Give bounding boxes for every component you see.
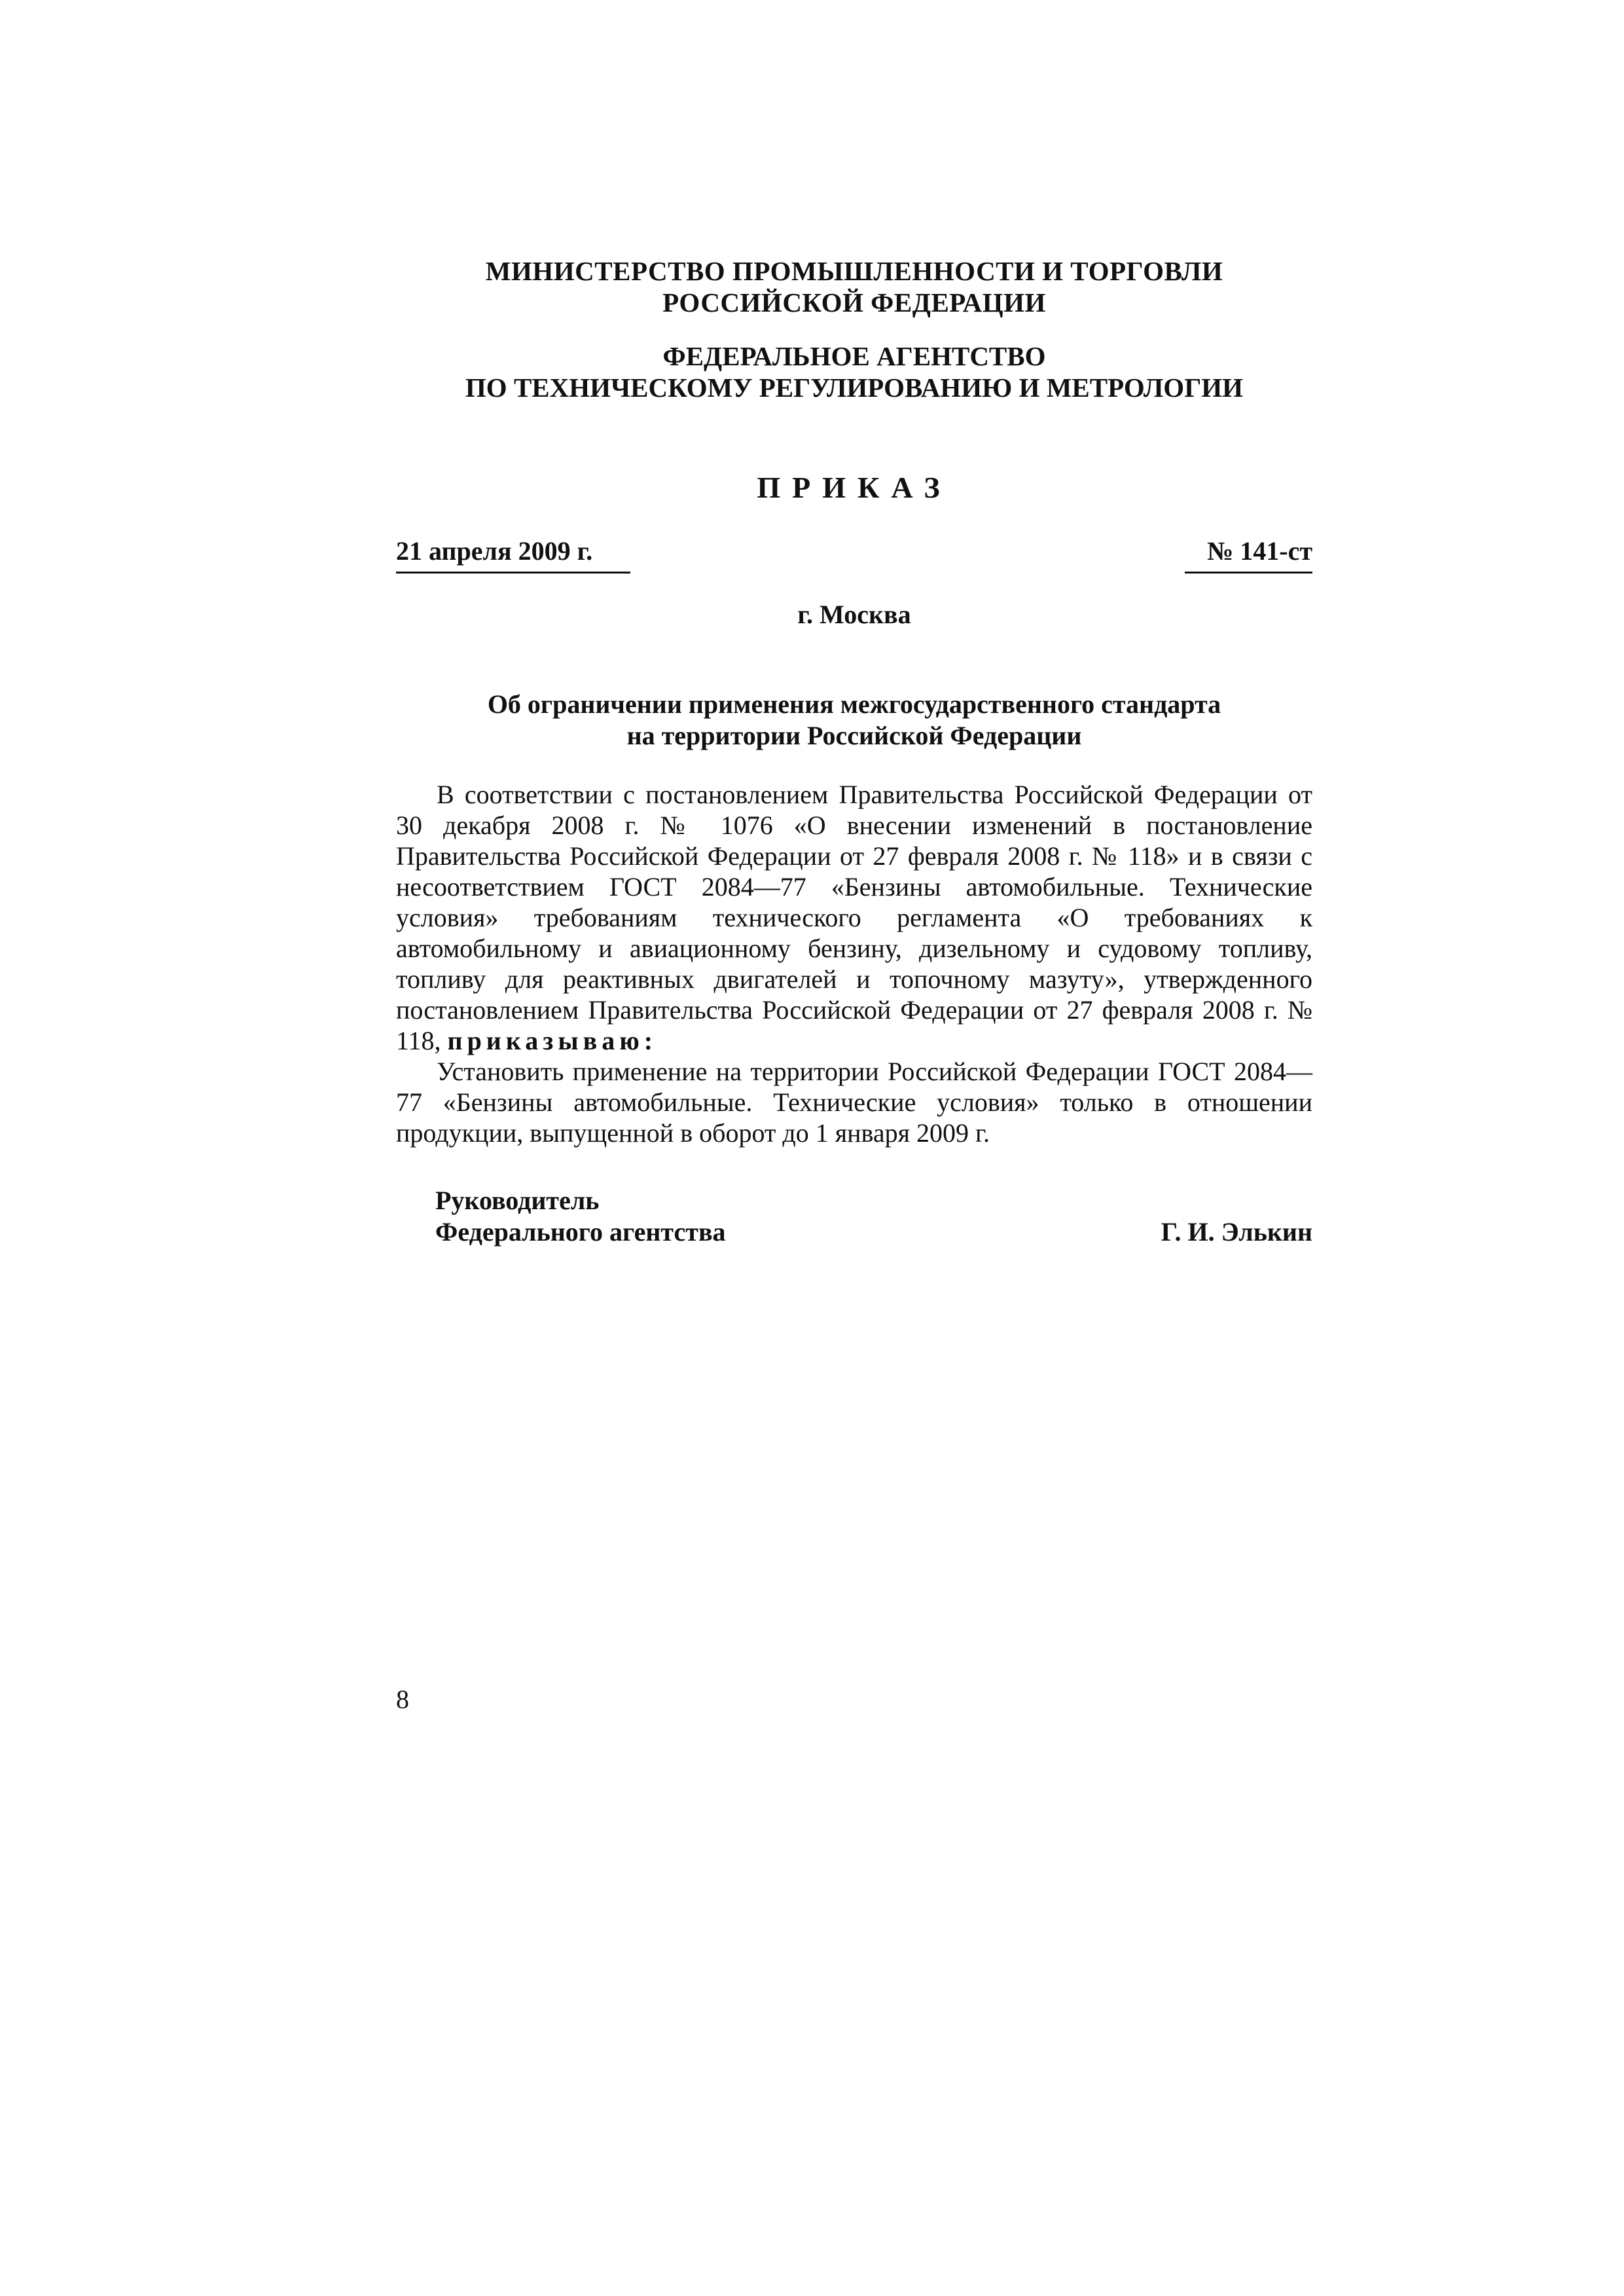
page-number: 8 <box>396 1685 409 1714</box>
signatory-position <box>435 1185 726 1248</box>
order-body <box>396 779 1312 1148</box>
body-paragraph-2: Установить применение на территории Российской Федерации ГОСТ 2084—77 «Бензины автомобильные. Технические условия» только в отношении продукции, выпущенной в оборот до 1 января 2009 г. <box>396 1057 1312 1148</box>
order-title-line-2: на территории Российской Федерации <box>626 721 1082 750</box>
agency-header <box>396 340 1312 403</box>
document-type-heading: ПРИКАЗ <box>757 471 952 504</box>
ministry-line-1: МИНИСТЕРСТВО ПРОМЫШЛЕННОСТИ И ТОРГОВЛИ <box>485 256 1223 286</box>
agency-line-2: ПО ТЕХНИЧЕСКОМУ РЕГУЛИРОВАНИЮ И МЕТРОЛОГИИ <box>465 373 1244 403</box>
body-paragraph-1 <box>396 779 1312 1056</box>
signatory-position-line-1: Руководитель <box>435 1186 600 1215</box>
order-date: 21 апреля 2009 г. <box>396 536 630 574</box>
ministry-line-2: РОССИЙСКОЙ ФЕДЕРАЦИИ <box>662 287 1046 318</box>
order-meta-row <box>396 536 1312 575</box>
order-directive: приказываю: <box>447 1026 658 1055</box>
order-title <box>396 689 1312 752</box>
body-paragraph-1-text: В соответствии с постановлением Правительства Российской Федерации от 30 декабря 2008 г. № 1076 «О внесении изменений в постановление Правительства Российской Федерации от 27 февраля 2008 г. № 118» и в связи с несоответствием ГОСТ 2084—77 «Бензины автомобильные. Технические условия» требованиям технического регламента «О требованиях к автомобильному и авиационному бензину, дизельному и судовому топливу, топливу для реактивных двигателей и топочному мазуту», утвержденного постановлением Правительства Российской Федерации от 27 февраля 2008 г. № 118, <box>396 780 1312 1055</box>
order-number: № 141-ст <box>1185 536 1312 574</box>
signatory-name: Г. И. Элькин <box>1161 1217 1312 1247</box>
agency-line-1: ФЕДЕРАЛЬНОЕ АГЕНТСТВО <box>662 341 1046 371</box>
ministry-header <box>396 255 1312 318</box>
signatory-position-line-2: Федерального агентства <box>435 1217 726 1247</box>
order-title-line-1: Об ограничении применения межгосударственного стандарта <box>487 689 1221 719</box>
order-city: г. Москва <box>797 600 911 629</box>
